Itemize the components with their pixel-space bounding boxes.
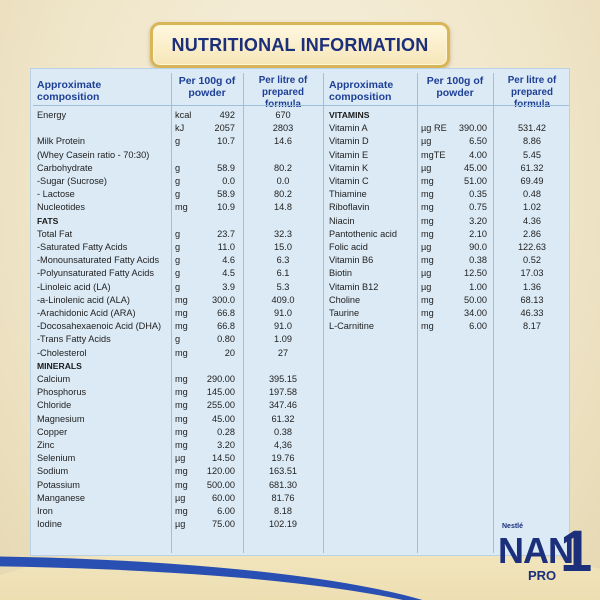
left-row	[31, 373, 571, 386]
per100-value: 10.9	[217, 202, 235, 213]
perlitre-value: 15.0	[274, 242, 292, 252]
per100-value: 500.00	[206, 479, 235, 490]
unit: mg	[421, 215, 434, 226]
nutrient-name: Pantothenic acid	[329, 228, 397, 239]
perlitre-value: 8.86	[523, 136, 541, 147]
unit: µg	[175, 519, 186, 530]
nutrient-name: Niacin	[329, 215, 355, 226]
per100-value: 3.20	[217, 440, 235, 450]
perlitre-value: 0.0	[276, 176, 290, 186]
perlitre-value: 5.3	[276, 281, 290, 292]
per100-value: 4.00	[469, 149, 487, 160]
per100-value: 492	[219, 110, 235, 120]
perlitre-value: 122.63	[517, 242, 547, 252]
nutrient-name: Milk Protein	[37, 136, 85, 147]
unit: mg	[175, 294, 188, 305]
perlitre-value: 14.8	[274, 202, 292, 213]
unit: kcal	[175, 110, 192, 120]
nutrient-name: -Polyunsaturated Fatty Acids	[37, 268, 154, 279]
unit: µg	[421, 281, 432, 292]
nutrient-name: MINERALS	[37, 360, 82, 371]
unit: mg	[175, 400, 188, 411]
unit: mgTE	[421, 149, 446, 160]
left-row	[31, 452, 571, 465]
per100-value: 10.7	[217, 136, 235, 147]
per100-value: 290.00	[206, 374, 235, 384]
nan-pro-logo	[498, 520, 594, 590]
unit: mg	[421, 255, 434, 266]
per100-value: 0.28	[217, 426, 235, 437]
perlitre-value: 91.0	[274, 321, 292, 332]
unit: mg	[421, 228, 434, 239]
per100-value: 50.00	[464, 294, 487, 305]
per100-value: 2.10	[469, 228, 487, 239]
perlitre-value: 347.46	[268, 400, 298, 411]
nutrient-name: (Whey Casein ratio - 70:30)	[37, 149, 150, 160]
perlitre-value: 6.3	[276, 255, 290, 266]
per100-value: 20	[224, 347, 235, 358]
unit: µg RE	[421, 123, 447, 134]
perlitre-value: 0.38	[274, 426, 292, 437]
unit: µg	[421, 242, 432, 252]
perlitre-value: 8.17	[523, 321, 541, 332]
perlitre-value: 69.49	[520, 176, 544, 186]
perlitre-value: 61.32	[271, 413, 295, 424]
nutrient-name: Magnesium	[37, 413, 85, 424]
unit: mg	[175, 308, 188, 318]
unit: µg	[421, 162, 432, 173]
per100-value: 255.00	[206, 400, 235, 411]
unit: g	[175, 281, 181, 292]
nutrient-name: -Sugar (Sucrose)	[37, 176, 107, 186]
unit: mg	[421, 189, 434, 200]
unit: mg	[175, 466, 188, 477]
perlitre-value: 32.3	[274, 228, 292, 239]
nutrient-name: VITAMINS	[329, 110, 370, 120]
per100-value: 12.50	[464, 268, 487, 279]
nutrient-name: -Monounsaturated Fatty Acids	[37, 255, 160, 266]
nutrient-name: Vitamin D	[329, 136, 369, 147]
unit: g	[175, 176, 181, 186]
left-row	[31, 333, 571, 346]
right-row	[31, 201, 571, 214]
left-row	[31, 479, 571, 492]
right-header-composition: Approximate composition	[329, 79, 394, 103]
perlitre-value: 670	[275, 110, 291, 120]
perlitre-value: 68.13	[520, 294, 544, 305]
unit: kJ	[175, 123, 185, 134]
nutrient-name: Chloride	[37, 400, 72, 411]
unit: g	[175, 228, 181, 239]
unit: g	[175, 268, 181, 279]
title-banner	[150, 22, 450, 68]
per100-value: 11.0	[217, 242, 235, 252]
nutrient-name: Manganese	[37, 492, 86, 503]
per100-value: 4.6	[222, 255, 235, 266]
perlitre-value: 27	[277, 347, 289, 358]
left-header-composition: Approximate composition	[37, 79, 102, 103]
perlitre-value: 81.76	[271, 492, 295, 503]
right-row	[31, 228, 571, 241]
nutrient-name: Carbohydrate	[37, 162, 93, 173]
nutrient-name: Taurine	[329, 308, 360, 318]
unit: mg	[175, 413, 188, 424]
nutrient-name: Vitamin B6	[329, 255, 374, 266]
nutrient-name: -Docosahexaenoic Acid (DHA)	[37, 321, 162, 332]
perlitre-value: 5.45	[523, 149, 541, 160]
unit: mg	[421, 176, 434, 186]
right-row	[31, 294, 571, 307]
nutrient-name: Vitamin A	[329, 123, 368, 134]
perlitre-value: 14.6	[274, 136, 292, 147]
perlitre-value: 80.2	[274, 189, 292, 200]
per100-value: 45.00	[464, 162, 487, 173]
unit: mg	[421, 308, 434, 318]
header-divider	[33, 105, 569, 106]
per100-value: 3.9	[222, 281, 235, 292]
nutrient-name: - Lactose	[37, 189, 75, 200]
unit: mg	[421, 321, 434, 332]
perlitre-value: 1.02	[523, 202, 541, 213]
unit: mg	[175, 387, 188, 398]
perlitre-value: 91.0	[274, 308, 292, 318]
right-row	[31, 149, 571, 162]
per100-value: 390.00	[458, 123, 487, 134]
right-row	[31, 109, 571, 122]
perlitre-value: 409.0	[271, 294, 295, 305]
per100-value: 120.00	[206, 466, 235, 477]
per100-value: 6.00	[217, 506, 235, 516]
perlitre-value: 46.33	[520, 308, 544, 318]
per100-value: 6.00	[469, 321, 487, 332]
per100-value: 1.00	[469, 281, 487, 292]
per100-value: 3.20	[469, 215, 487, 226]
unit: mg	[175, 347, 188, 358]
page-title: NUTRITIONAL INFORMATION	[171, 34, 429, 55]
nutrient-name: Sodium	[37, 466, 69, 477]
unit: g	[175, 334, 181, 345]
right-row	[31, 175, 571, 188]
unit: µg	[175, 492, 186, 503]
perlitre-value: 61.32	[520, 162, 544, 173]
left-row	[31, 426, 571, 439]
right-row	[31, 215, 571, 228]
per100-value: 34.00	[464, 308, 487, 318]
per100-value: 0.75	[469, 202, 487, 213]
nutrient-name: Phosphorus	[37, 387, 87, 398]
per100-value: 4.5	[222, 268, 235, 279]
unit: g	[175, 136, 181, 147]
logo-number: 1	[560, 519, 593, 584]
right-row	[31, 320, 571, 333]
perlitre-value: 6.1	[276, 268, 290, 279]
nutrient-name: Nucleotides	[37, 202, 86, 213]
perlitre-value: 19.76	[271, 453, 295, 464]
per100-value: 300.0	[212, 294, 235, 305]
perlitre-value: 4,36	[274, 440, 292, 450]
per100-value: 60.00	[212, 492, 235, 503]
nutrient-name: Thiamine	[329, 189, 367, 200]
left-header-perlitre: Per litre of prepared	[258, 75, 308, 98]
left-row	[31, 347, 571, 360]
unit: g	[175, 255, 181, 266]
per100-value: 0.80	[217, 334, 235, 345]
nutrient-name: -Linoleic acid (LA)	[37, 281, 111, 292]
unit: mg	[421, 294, 434, 305]
per100-value: 23.7	[217, 228, 235, 239]
nutrient-name: Riboflavin	[329, 202, 370, 213]
per100-value: 90.0	[469, 242, 487, 252]
perlitre-value: 681.30	[268, 479, 298, 490]
unit: mg	[175, 479, 188, 490]
left-row	[31, 518, 571, 531]
right-row	[31, 307, 571, 320]
nutrient-name: Vitamin E	[329, 149, 369, 160]
perlitre-value: 1.09	[274, 334, 292, 345]
logo-name: NAN	[498, 530, 573, 571]
unit: mg	[175, 202, 188, 213]
perlitre-value: 1.36	[523, 281, 541, 292]
right-row	[31, 188, 571, 201]
perlitre-value: 80.2	[274, 162, 292, 173]
perlitre-value: 2.86	[523, 228, 541, 239]
unit: mg	[421, 202, 434, 213]
perlitre-value: 395.15	[268, 374, 298, 384]
nutrient-name: Biotin	[329, 268, 352, 279]
per100-value: 58.9	[217, 189, 235, 200]
nutrient-name: Potassium	[37, 479, 80, 490]
per100-value: 2057	[214, 123, 235, 134]
unit: mg	[175, 426, 188, 437]
per100-value: 66.8	[217, 308, 235, 318]
left-row	[31, 399, 571, 412]
per100-value: 14.50	[212, 453, 235, 464]
unit: g	[175, 189, 181, 200]
perlitre-value: 197.58	[268, 387, 298, 398]
unit: mg	[175, 374, 188, 384]
nutrient-name: Selenium	[37, 453, 76, 464]
nutrient-name: -Cholesterol	[37, 347, 87, 358]
right-row	[31, 122, 571, 135]
per100-value: 58.9	[217, 162, 235, 173]
nutrient-name: Iron	[37, 506, 53, 516]
nutrient-name: Choline	[329, 294, 361, 305]
perlitre-value: 163.51	[268, 466, 298, 477]
left-row	[31, 386, 571, 399]
left-row	[31, 505, 571, 518]
left-row	[31, 492, 571, 505]
per100-value: 66.8	[217, 321, 235, 332]
nutrition-table	[30, 68, 570, 556]
nutrient-name: Folic acid	[329, 242, 368, 252]
nutrient-name: Calcium	[37, 374, 71, 384]
unit: mg	[175, 506, 188, 516]
perlitre-value: 0.52	[523, 255, 541, 266]
unit: g	[175, 162, 181, 173]
unit: µg	[175, 453, 186, 464]
per100-value: 0.35	[469, 189, 487, 200]
perlitre-value: 8.18	[274, 506, 292, 516]
per100-value: 145.00	[206, 387, 235, 398]
nutrient-name: Vitamin K	[329, 162, 369, 173]
per100-value: 6.50	[469, 136, 487, 147]
per100-value: 45.00	[212, 413, 235, 424]
right-row	[31, 281, 571, 294]
perlitre-value: 102.19	[268, 519, 298, 530]
nutrient-name: Energy	[37, 110, 67, 120]
per100-value: 51.00	[464, 176, 487, 186]
unit: µg	[421, 136, 432, 147]
perlitre-value: 0.48	[523, 189, 541, 200]
right-row	[31, 135, 571, 148]
per100-value: 75.00	[212, 519, 235, 530]
perlitre-value: 4.36	[523, 215, 541, 226]
perlitre-value: 2803	[272, 123, 294, 134]
unit: mg	[175, 440, 188, 450]
nutrient-name: -Arachidonic Acid (ARA)	[37, 308, 136, 318]
nutrient-name: Copper	[37, 426, 68, 437]
nutrient-name: Zinc	[37, 440, 55, 450]
perlitre-value: 17.03	[520, 268, 544, 279]
nutrient-name: L-Carnitine	[329, 321, 374, 332]
nestle-brand-mark: Nestlé	[502, 523, 524, 530]
nutrient-name: FATS	[37, 215, 59, 226]
nutrient-name: -Trans Fatty Acids	[37, 334, 111, 345]
nutrient-name: Vitamin B12	[329, 281, 379, 292]
right-header-perlitre: Per litre of prepared	[507, 75, 557, 98]
right-row	[31, 162, 571, 175]
nutrient-name: Total Fat	[37, 228, 73, 239]
left-row	[31, 413, 571, 426]
per100-value: 0.0	[222, 176, 235, 186]
nutrient-name: -Saturated Fatty Acids	[37, 242, 128, 252]
left-row	[31, 439, 571, 452]
left-row	[31, 465, 571, 478]
logo-sub: PRO	[528, 568, 557, 583]
unit: mg	[175, 321, 188, 332]
right-row	[31, 267, 571, 280]
unit: g	[175, 242, 181, 252]
right-row	[31, 254, 571, 267]
unit: µg	[421, 268, 432, 279]
right-row	[31, 241, 571, 254]
left-header-per100: Per 100g of powder	[178, 75, 236, 99]
perlitre-value: 531.42	[517, 123, 547, 134]
nutrient-name: Iodine	[37, 519, 63, 530]
right-header-per100: Per 100g of powder	[426, 75, 484, 99]
per100-value: 0.38	[469, 255, 487, 266]
nutrient-name: -a-Linolenic acid (ALA)	[37, 294, 130, 305]
left-row	[31, 360, 571, 373]
nutrient-name: Vitamin C	[329, 176, 369, 186]
